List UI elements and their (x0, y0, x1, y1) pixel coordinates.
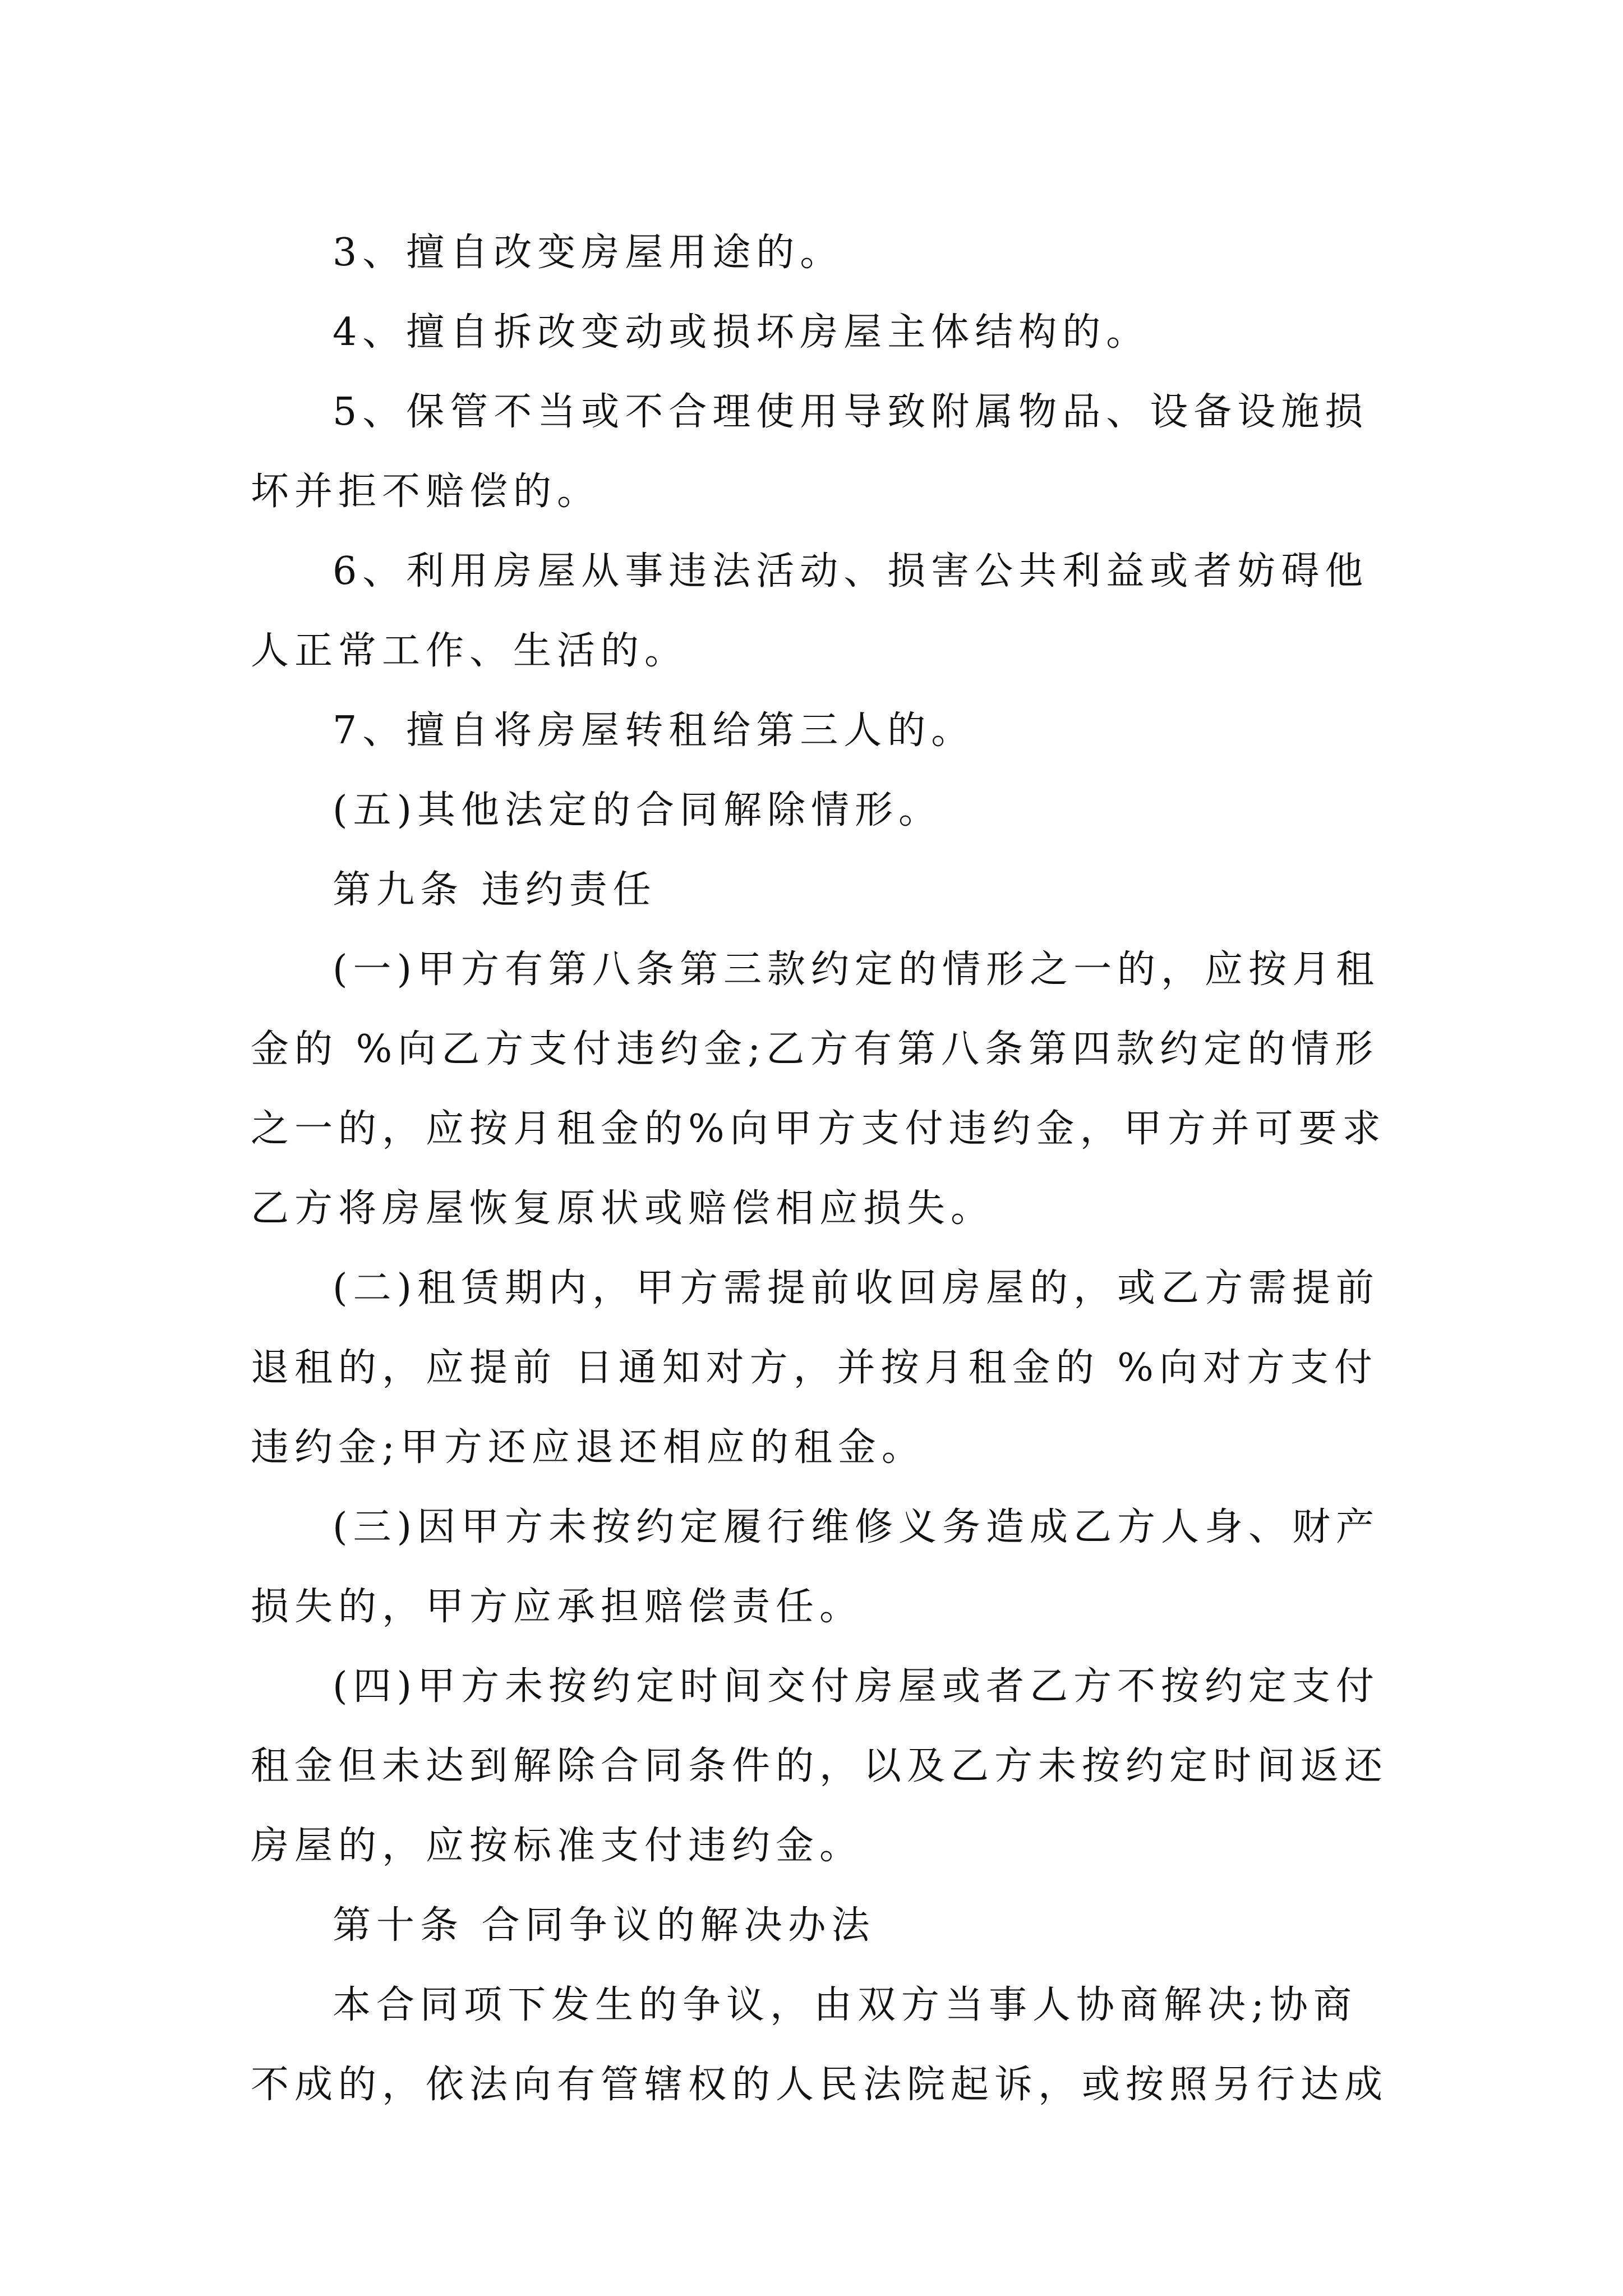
article-10-para-1: 本合同项下发生的争议，由双方当事人协商解决;协商 (333, 1983, 1357, 2027)
article-9-para-2-line-2: 退租的，应提前 日通知对方，并按月租金的 %向对方支付 (251, 1346, 1378, 1390)
article-9-para-1-line-4: 乙方将房屋恢复原状或赔偿相应损失。 (251, 1186, 995, 1231)
article-9-para-4-line-3: 房屋的，应按标准支付违约金。 (251, 1824, 864, 1868)
clause-item-3: 3、擅自改变房屋用途的。 (333, 231, 844, 275)
clause-item-6: 6、利用房屋从事违法活动、损害公共利益或者妨碍他 (333, 549, 1369, 593)
article-9-para-1-line-2: 金的 %向乙方支付违约金;乙方有第八条第四款约定的情形 (251, 1027, 1379, 1071)
clause-item-5: 5、保管不当或不合理使用导致附属物品、设备设施损 (333, 390, 1369, 434)
article-10-para-1-line-2: 不成的，依法向有管辖权的人民法院起诉，或按照另行达成 (251, 2063, 1389, 2107)
clause-item-6-continued: 人正常工作、生活的。 (251, 629, 689, 673)
contract-text-block (251, 213, 1389, 2125)
clause-item-5-other: (五)其他法定的合同解除情形。 (333, 788, 943, 832)
article-9-para-1-line-3: 之一的，应按月租金的%向甲方支付违约金，甲方并可要求 (251, 1107, 1386, 1151)
article-9-para-4-line-2: 租金但未达到解除合同条件的，以及乙方未按约定时间返还 (251, 1744, 1389, 1788)
article-9-para-1: (一)甲方有第八条第三款约定的情形之一的，应按月租 (333, 947, 1380, 992)
article-10-heading: 第十条 合同争议的解决办法 (333, 1903, 875, 1948)
clause-item-5-continued: 坏并拒不赔偿的。 (251, 470, 601, 514)
article-9-para-2: (二)租赁期内，甲方需提前收回房屋的，或乙方需提前 (333, 1266, 1380, 1310)
clause-item-7: 7、擅自将房屋转租给第三人的。 (333, 708, 975, 753)
clause-item-4: 4、擅自拆改变动或损坏房屋主体结构的。 (333, 310, 1150, 355)
article-9-heading: 第九条 违约责任 (333, 868, 657, 912)
article-9-para-2-line-3: 违约金;甲方还应退还相应的租金。 (251, 1425, 925, 1470)
article-9-para-4: (四)甲方未按约定时间交付房屋或者乙方不按约定支付 (333, 1664, 1380, 1709)
article-9-para-3: (三)因甲方未按约定履行维修义务造成乙方人身、财产 (333, 1505, 1380, 1549)
article-9-para-3-line-2: 损失的，甲方应承担赔偿责任。 (251, 1585, 864, 1629)
